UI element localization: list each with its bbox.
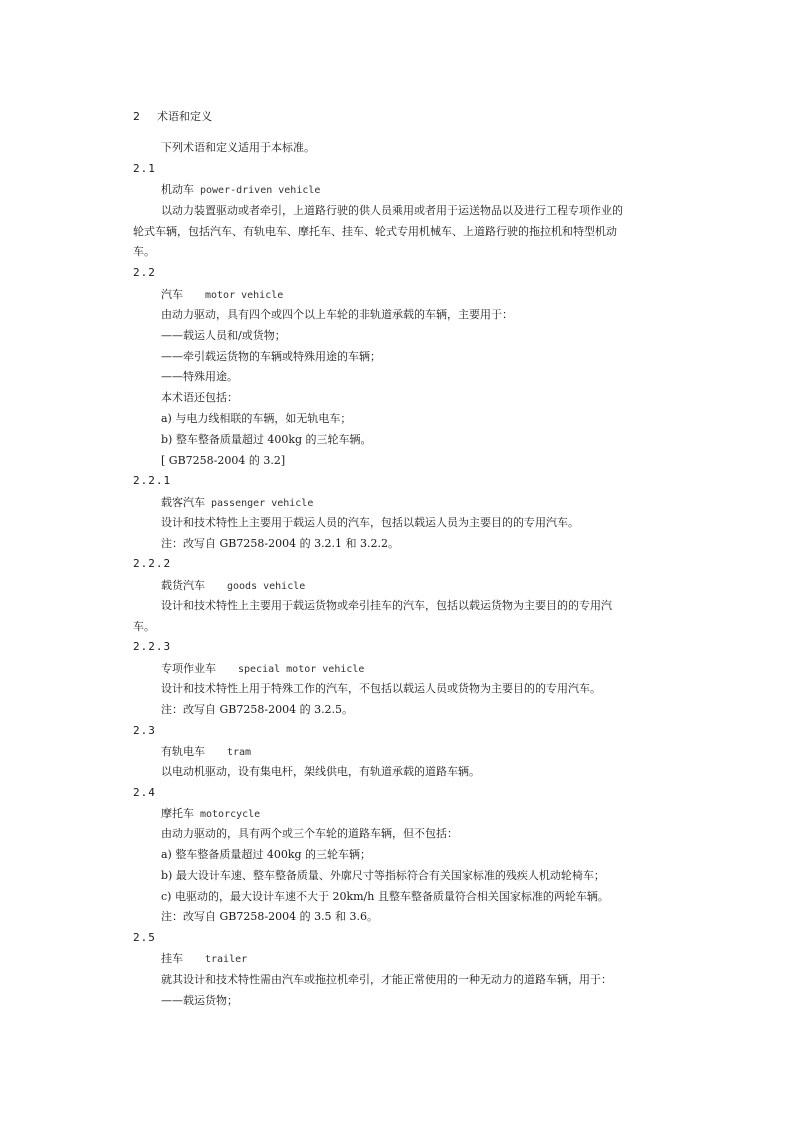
term-en: special motor vehicle xyxy=(238,664,365,675)
definition-line: 车。 xyxy=(133,245,155,258)
definition-line: b) 整车整备质量超过 400kg 的三轮车辆。 xyxy=(161,433,372,446)
entry-number: 2.2.3 xyxy=(133,640,172,653)
definition-line: c) 电驱动的，最大设计车速不大于 20km/h 且整车整备质量符合相关国家标准的两轮车辆。 xyxy=(161,890,609,903)
definition-line: a) 整车整备质量超过 400kg 的三轮车辆； xyxy=(161,848,372,861)
definition-line: 由动力驱动，具有四个或四个以上车轮的非轨道承载的车辆，主要用于： xyxy=(161,308,513,321)
term-en: motor vehicle xyxy=(205,290,284,301)
definition-line: 设计和技术特性上用于特殊工作的汽车，不包括以载运人员或货物为主要目的的专用汽车。 xyxy=(161,682,601,695)
section-heading xyxy=(133,110,212,124)
definition-line: 设计和技术特性上主要用于载运人员的汽车，包括以载运人员为主要目的的专用汽车。 xyxy=(161,516,579,529)
entry-number: 2.5 xyxy=(133,931,156,944)
term-en: goods vehicle xyxy=(227,581,306,592)
definition-line: 设计和技术特性上主要用于载运货物或牵引挂车的汽车，包括以载运货物为主要目的的专用汽 xyxy=(161,599,612,612)
term-heading xyxy=(161,952,247,967)
definition-line: 本术语还包括： xyxy=(161,391,238,404)
definition-line: ——载运货物； xyxy=(161,994,238,1007)
term-cn: 有轨电车 xyxy=(161,745,205,758)
entry-number: 2.1 xyxy=(133,162,156,175)
term-heading xyxy=(161,579,305,594)
definition-line: ——特殊用途。 xyxy=(161,370,238,383)
definition-line: 由动力驱动的，具有两个或三个车轮的道路车辆，但不包括： xyxy=(161,827,458,840)
section-number: 2 xyxy=(133,110,140,123)
definition-line: ——载运人员和/或货物； xyxy=(161,329,286,342)
definition-line: 轮式车辆，包括汽车、有轨电车、摩托车、挂车、轮式专用机械车、上道路行驶的拖拉机和特型机动 xyxy=(133,225,617,238)
term-heading xyxy=(161,288,283,303)
entry-number: 2.2.2 xyxy=(133,557,172,570)
term-en: passenger vehicle xyxy=(211,498,314,509)
term-heading xyxy=(161,745,251,760)
term-cn: 专项作业车 xyxy=(161,662,216,675)
entry-number: 2.2.1 xyxy=(133,474,172,487)
term-en: power-driven vehicle xyxy=(200,185,321,196)
definition-line: ——牵引载运货物的车辆或特殊用途的车辆； xyxy=(161,350,381,363)
entry-number: 2.3 xyxy=(133,724,156,737)
term-cn: 载客汽车 xyxy=(161,496,205,509)
entry-number: 2.4 xyxy=(133,786,156,799)
definition-line: 以电动机驱动，设有集电杆，架线供电，有轨道承载的道路车辆。 xyxy=(161,765,480,778)
definition-line: 车。 xyxy=(133,620,155,633)
term-heading xyxy=(161,183,320,198)
term-cn: 摩托车 xyxy=(161,807,194,820)
definition-line: 就其设计和技术特性需由汽车或拖拉机牵引，才能正常使用的一种无动力的道路车辆，用于： xyxy=(161,973,612,986)
definition-line: a) 与电力线相联的车辆，如无轨电车； xyxy=(161,412,352,425)
definition-line: b) 最大设计车速、整车整备质量、外廓尺寸等指标符合有关国家标准的残疾人机动轮椅车； xyxy=(161,869,605,882)
section-intro: 下列术语和定义适用于本标准。 xyxy=(161,141,315,154)
term-en: motorcycle xyxy=(200,809,261,820)
note-line: 注：改写自 GB7258-2004 的 3.2.5。 xyxy=(161,703,354,716)
term-en: trailer xyxy=(205,954,248,965)
term-cn: 汽车 xyxy=(161,288,183,301)
section-title: 术语和定义 xyxy=(157,110,212,123)
term-cn: 机动车 xyxy=(161,183,194,196)
term-heading xyxy=(161,807,260,822)
term-heading xyxy=(161,662,364,677)
entry-number: 2.2 xyxy=(133,266,156,279)
note-line: 注：改写自 GB7258-2004 的 3.2.1 和 3.2.2。 xyxy=(161,537,400,550)
term-en: tram xyxy=(227,747,252,758)
term-heading xyxy=(161,496,313,511)
term-cn: 载货汽车 xyxy=(161,579,205,592)
term-cn: 挂车 xyxy=(161,952,183,965)
definition-line: 以动力装置驱动或者牵引，上道路行驶的供人员乘用或者用于运送物品以及进行工程专项作业的 xyxy=(161,204,623,217)
note-line: 注：改写自 GB7258-2004 的 3.5 和 3.6。 xyxy=(161,910,379,923)
definition-line: [ GB7258-2004 的 3.2] xyxy=(161,454,286,467)
